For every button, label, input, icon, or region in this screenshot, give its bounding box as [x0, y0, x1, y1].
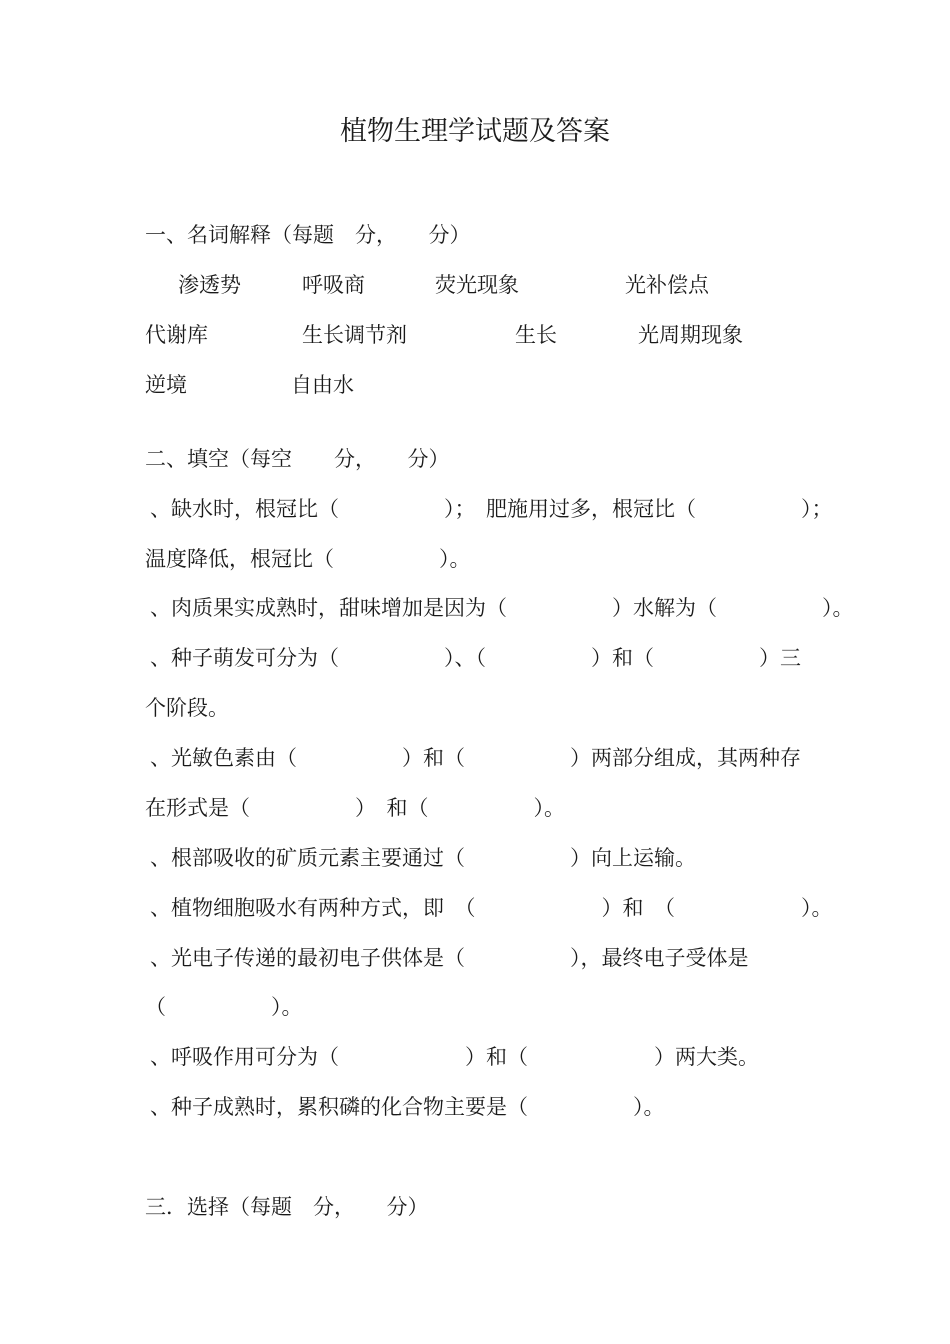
term-item: 呼吸商	[302, 273, 365, 297]
term-item: 光补偿点	[625, 273, 709, 297]
page-title: 植物生理学试题及答案	[340, 116, 610, 147]
section-2-heading: 二、填空（每空 分， 分）	[145, 447, 450, 471]
fill-blank-line: 、肉质果实成熟时，甜味增加是因为（ ）水解为（ ）。	[150, 596, 854, 620]
fill-blank-line: 、缺水时，根冠比（ ）； 肥施用过多，根冠比（ ）；	[150, 497, 833, 521]
fill-blank-line: 、呼吸作用可分为（ ）和（ ）两大类。	[150, 1045, 759, 1069]
term-item: 自由水	[291, 373, 354, 397]
fill-blank-line: 个阶段。	[145, 696, 229, 720]
fill-blank-line: 在形式是（ ） 和（ ）。	[145, 796, 565, 820]
term-item: 生长	[515, 323, 557, 347]
fill-blank-line: 、光敏色素由（ ）和（ ）两部分组成，其两种存	[150, 746, 801, 770]
fill-blank-line: 温度降低，根冠比（ ）。	[145, 547, 471, 571]
term-item: 逆境	[145, 373, 187, 397]
fill-blank-line: 、根部吸收的矿质元素主要通过（ ）向上运输。	[150, 846, 696, 870]
fill-blank-line: （ ）。	[145, 995, 303, 1019]
term-item: 渗透势	[178, 273, 241, 297]
term-item: 光周期现象	[638, 323, 743, 347]
section-1-heading: 一、名词解释（每题 分， 分）	[145, 223, 471, 247]
fill-blank-line: 、植物细胞吸水有两种方式，即 （ ）和 （ ）。	[150, 896, 833, 920]
section-3-heading: 三．选择（每题 分， 分）	[145, 1195, 429, 1219]
term-item: 生长调节剂	[302, 323, 407, 347]
term-item: 荧光现象	[435, 273, 519, 297]
term-item: 代谢库	[145, 323, 208, 347]
fill-blank-line: 、光电子传递的最初电子供体是（ ），最终电子受体是	[150, 946, 749, 970]
fill-blank-line: 、种子萌发可分为（ ）、（ ）和（ ）三	[150, 646, 801, 670]
fill-blank-line: 、种子成熟时，累积磷的化合物主要是（ ）。	[150, 1095, 665, 1119]
